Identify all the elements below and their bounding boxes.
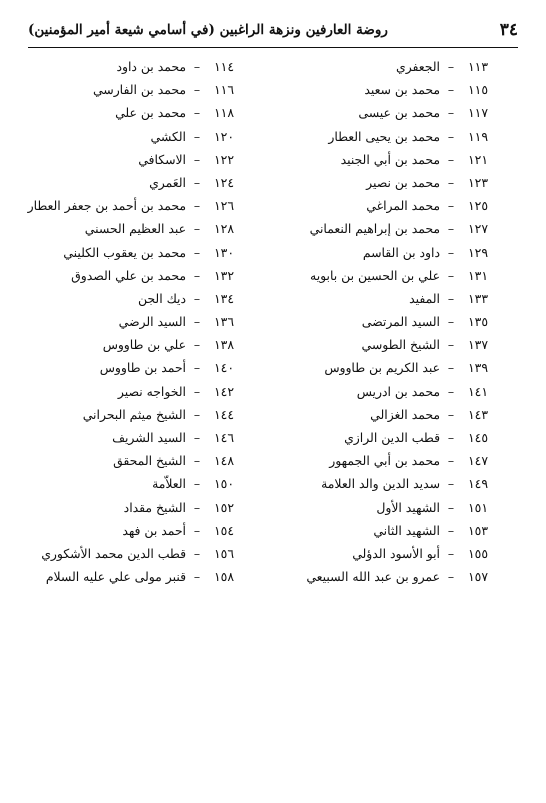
list-item — [4, 78, 234, 101]
entry-name: أبو الأسود الدؤلي — [352, 545, 440, 561]
entry-number: ١٢٥ — [468, 198, 488, 214]
entry-name: الشيخ المحقق — [113, 453, 186, 469]
entry-separator: – — [447, 174, 455, 190]
entry-name: محمد بن يعقوب الكليني — [63, 244, 186, 260]
entry-name: محمد الغزالي — [370, 406, 440, 422]
list-item — [273, 287, 488, 310]
entry-number: ١٣٤ — [214, 290, 234, 306]
entry-separator: – — [193, 151, 201, 167]
entry-separator: – — [193, 476, 201, 492]
entry-number: ١٢٣ — [468, 174, 488, 190]
list-item — [273, 78, 488, 101]
entry-number: ١٥٢ — [214, 499, 234, 515]
list-item — [273, 148, 488, 171]
entry-name: الشهيد الثاني — [373, 522, 440, 538]
entry-number: ١٤٣ — [468, 406, 488, 422]
list-item — [4, 565, 234, 588]
entry-name: الاسكافي — [138, 151, 186, 167]
list-item — [4, 264, 234, 287]
entry-separator: – — [447, 453, 455, 469]
entry-number: ١٤٢ — [214, 383, 234, 399]
entry-separator: – — [447, 545, 455, 561]
list-item — [273, 426, 488, 449]
entry-separator: – — [447, 314, 455, 330]
entry-name: محمد بن أحمد بن جعفر العطار — [27, 198, 186, 214]
entry-name: عمرو بن عبد الله السبيعي — [306, 569, 440, 585]
entry-separator: – — [447, 476, 455, 492]
page-number: ٣٤ — [499, 20, 518, 40]
entry-name: العلاّمة — [152, 476, 186, 492]
entry-number: ١١٨ — [214, 105, 234, 121]
entry-name: أحمد بن طاووس — [99, 360, 186, 376]
entry-number: ١٤١ — [468, 383, 488, 399]
entry-name: الشهيد الأول — [376, 499, 440, 515]
entry-number: ١٢٢ — [214, 151, 234, 167]
entry-name: محمد بن علي الصدوق — [71, 267, 186, 283]
entry-name: السيد الشريف — [112, 430, 186, 445]
entry-separator: – — [447, 383, 455, 399]
entry-name: العَمري — [149, 174, 186, 190]
list-item — [4, 194, 234, 217]
entry-number: ١٢٧ — [468, 221, 488, 237]
entry-name: السيد المرتضى — [361, 314, 440, 330]
entry-name: قطب الدين محمد الأشكوري — [41, 545, 186, 561]
entry-name: سديد الدين والد العلامة — [321, 476, 440, 492]
entry-separator: – — [447, 151, 455, 167]
entry-separator: – — [193, 499, 201, 515]
entry-separator: – — [193, 59, 201, 74]
entry-name: الكشي — [150, 128, 186, 144]
entry-separator: – — [447, 499, 455, 515]
entry-separator: – — [447, 198, 455, 214]
list-item — [273, 519, 488, 542]
entry-separator: – — [193, 383, 201, 399]
entry-number: ١٥٤ — [214, 522, 234, 538]
entry-name: محمد بن أبي الجمهور — [329, 453, 440, 469]
entry-number: ١٣٠ — [214, 244, 234, 260]
entry-number: ١٣٥ — [468, 314, 488, 330]
entry-name: قنبر مولى علي عليه السلام — [45, 569, 186, 585]
list-item — [4, 519, 234, 542]
entry-number: ١٥٠ — [214, 476, 234, 492]
entry-number: ١١٦ — [214, 82, 234, 98]
entry-separator: – — [447, 290, 455, 306]
list-item — [4, 287, 234, 310]
entry-name: الشيخ ميثم البحراني — [82, 406, 186, 422]
entry-separator: – — [447, 59, 455, 74]
list-item — [273, 217, 488, 240]
list-item — [273, 194, 488, 217]
entry-separator: – — [193, 198, 201, 214]
entry-number: ١٥١ — [468, 499, 488, 515]
list-item — [4, 171, 234, 194]
entry-separator: – — [193, 545, 201, 561]
entry-number: ١٥٦ — [214, 545, 234, 561]
entry-number: ١٤٤ — [214, 406, 234, 422]
entry-separator: – — [447, 105, 455, 121]
entry-number: ١١٩ — [468, 128, 488, 144]
entry-name: عبد العظيم الحسني — [84, 221, 186, 237]
list-item — [273, 542, 488, 565]
running-title: روضة العارفين ونزهة الراغبين (في أسامي شيعة أمير المؤمنين) — [28, 22, 388, 38]
entry-name: محمد بن نصير — [366, 174, 440, 190]
entry-number: ١٤٦ — [214, 430, 234, 445]
entry-number: ١٣٣ — [468, 290, 488, 306]
entry-name: عبد الكريم بن طاووس — [324, 360, 440, 376]
entry-number: ١٥٨ — [214, 569, 234, 585]
entry-number: ١٢٨ — [214, 221, 234, 237]
entry-name: علي بن الحسين بن بابويه — [310, 267, 440, 283]
entry-separator: – — [447, 522, 455, 538]
list-item — [273, 356, 488, 379]
entry-name: علي بن طاووس — [102, 337, 186, 353]
entry-name: محمد بن إبراهيم النعماني — [309, 221, 440, 237]
entry-separator: – — [193, 267, 201, 283]
entry-separator: – — [193, 406, 201, 422]
entry-separator: – — [193, 430, 201, 445]
list-item — [273, 171, 488, 194]
list-item — [273, 380, 488, 403]
list-item — [273, 310, 488, 333]
entry-name: الشيخ مقداد — [123, 499, 186, 515]
entry-separator: – — [447, 337, 455, 353]
list-item — [4, 125, 234, 148]
entry-name: محمد بن عيسى — [358, 105, 440, 121]
entry-name: السيد الرضي — [118, 314, 186, 330]
entry-separator: – — [193, 290, 201, 306]
list-item — [4, 241, 234, 264]
entry-separator: – — [447, 82, 455, 98]
entry-number: ١٥٧ — [468, 569, 488, 585]
list-item — [273, 472, 488, 495]
list-item — [273, 125, 488, 148]
entry-number: ١٣٩ — [468, 360, 488, 376]
entry-number: ١٣٧ — [468, 337, 488, 353]
list-item — [273, 333, 488, 356]
entry-number: ١٢٦ — [214, 198, 234, 214]
entry-number: ١٤٠ — [214, 360, 234, 376]
entry-name: محمد بن يحيى العطار — [328, 128, 440, 144]
list-item — [4, 101, 234, 124]
entry-name: محمد بن ادريس — [356, 383, 440, 399]
entry-number: ١٤٧ — [468, 453, 488, 469]
entry-separator: – — [193, 360, 201, 376]
entry-separator: – — [447, 221, 455, 237]
entry-number: ١٣٦ — [214, 314, 234, 330]
entry-name: محمد بن أبي الجنيد — [340, 151, 440, 167]
entry-separator: – — [447, 406, 455, 422]
entry-separator: – — [193, 174, 201, 190]
entry-separator: – — [193, 128, 201, 144]
entry-separator: – — [193, 105, 201, 121]
list-item — [4, 496, 234, 519]
entry-separator: – — [193, 314, 201, 330]
entry-separator: – — [193, 244, 201, 260]
list-item — [4, 217, 234, 240]
entry-number: ١٢٠ — [214, 128, 234, 144]
entry-separator: – — [193, 82, 201, 98]
list-item — [4, 542, 234, 565]
names-column-right — [273, 55, 488, 588]
entry-number: ١١٣ — [468, 59, 488, 74]
entry-name: الشيخ الطوسي — [361, 337, 440, 353]
header-rule — [28, 47, 518, 48]
page-header — [28, 18, 518, 42]
entry-name: محمد بن سعيد — [364, 82, 440, 98]
entry-separator: – — [193, 337, 201, 353]
entry-separator: – — [447, 569, 455, 585]
entry-name: الخواجه نصير — [117, 383, 186, 399]
list-item — [273, 449, 488, 472]
entry-number: ١٢٤ — [214, 174, 234, 190]
entry-number: ١٢١ — [468, 151, 488, 167]
entry-number: ١٣٢ — [214, 267, 234, 283]
entry-separator: – — [447, 360, 455, 376]
list-item — [273, 264, 488, 287]
entry-name: محمد بن داود — [116, 59, 186, 74]
list-item — [4, 449, 234, 472]
list-item — [273, 496, 488, 519]
entry-separator: – — [447, 128, 455, 144]
entry-number: ١٣٨ — [214, 337, 234, 353]
entry-separator: – — [193, 522, 201, 538]
entry-number: ١١٥ — [468, 82, 488, 98]
list-item — [4, 310, 234, 333]
list-item — [4, 426, 234, 449]
list-item — [273, 565, 488, 588]
entry-separator: – — [193, 221, 201, 237]
list-item — [4, 403, 234, 426]
entry-number: ١٤٨ — [214, 453, 234, 469]
entry-number: ١٢٩ — [468, 244, 488, 260]
entry-separator: – — [447, 430, 455, 445]
list-item — [273, 403, 488, 426]
entry-number: ١٣١ — [468, 267, 488, 283]
entry-number: ١٤٩ — [468, 476, 488, 492]
entry-name: ديك الجن — [138, 290, 186, 306]
entry-separator: – — [447, 244, 455, 260]
entry-separator: – — [193, 569, 201, 585]
entry-name: قطب الدين الرازي — [344, 430, 440, 445]
list-item — [4, 55, 234, 78]
entry-separator: – — [193, 453, 201, 469]
entry-name: داود بن القاسم — [362, 244, 440, 260]
entry-separator: – — [447, 267, 455, 283]
list-item — [273, 101, 488, 124]
entry-name: محمد بن الفارسي — [92, 82, 186, 98]
entry-number: ١٥٣ — [468, 522, 488, 538]
entry-name: محمد المراغي — [366, 198, 440, 214]
list-item — [4, 380, 234, 403]
entry-name: أحمد بن فهد — [122, 522, 186, 538]
entry-number: ١٥٥ — [468, 545, 488, 561]
list-item — [273, 241, 488, 264]
entry-name: محمد بن علي — [115, 105, 186, 121]
entry-name: المفيد — [409, 290, 440, 306]
list-item — [4, 333, 234, 356]
list-item — [273, 55, 488, 78]
entry-name: الجعفري — [396, 59, 440, 74]
list-item — [4, 356, 234, 379]
list-item — [4, 472, 234, 495]
list-item — [4, 148, 234, 171]
entry-number: ١١٤ — [214, 59, 234, 74]
entry-number: ١٤٥ — [468, 430, 488, 445]
entry-number: ١١٧ — [468, 105, 488, 121]
names-column-left — [4, 55, 234, 588]
